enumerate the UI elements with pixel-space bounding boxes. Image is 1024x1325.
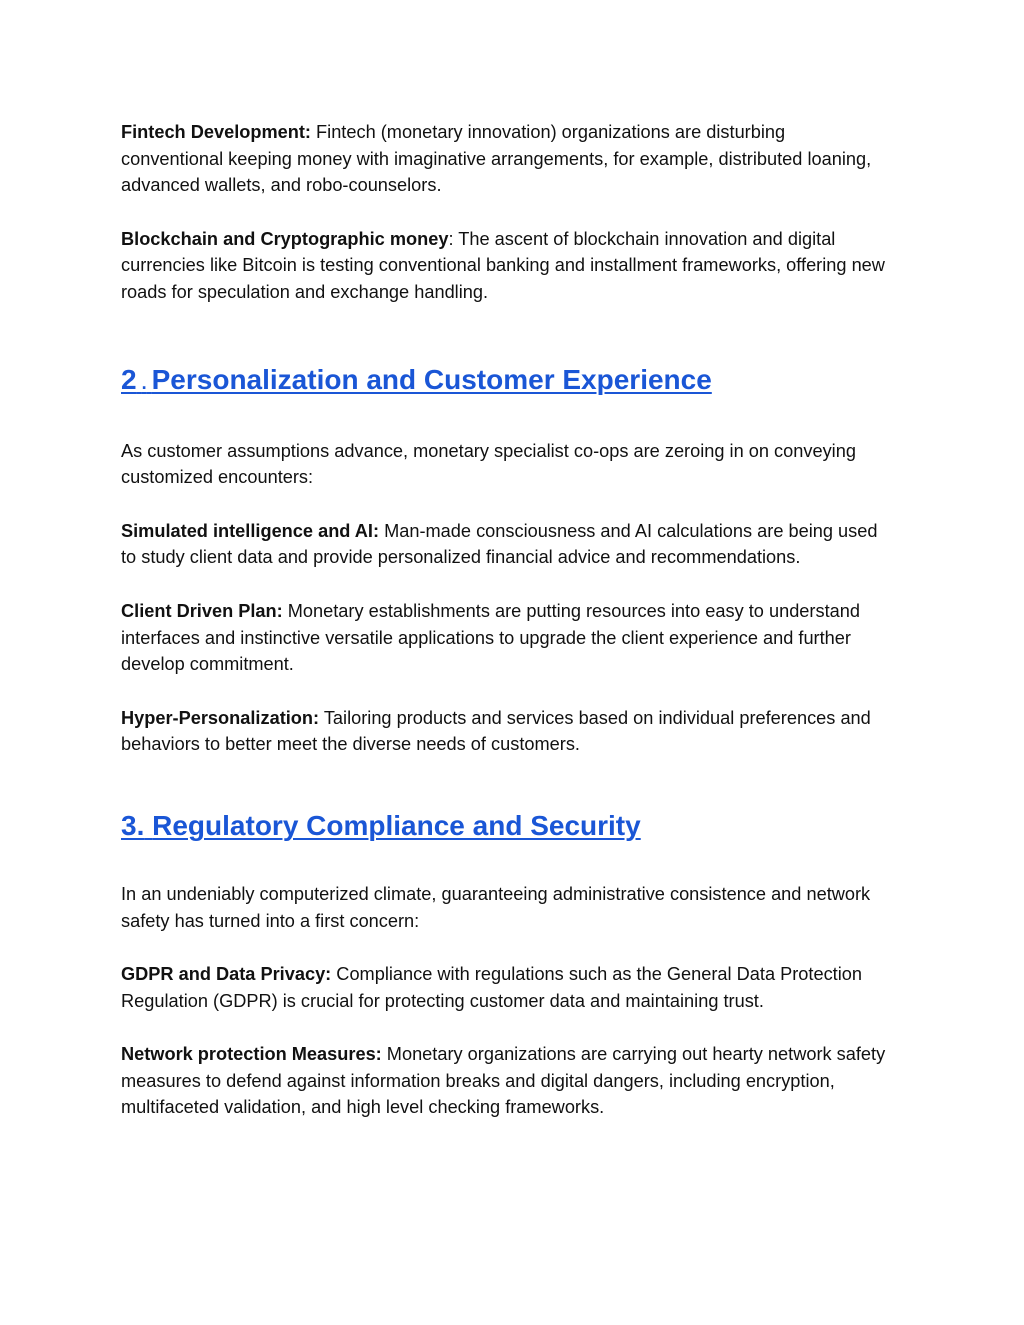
paragraph-text: : The ascent of blockchain innovation and digital currencies like Bitcoin is testing conventional banking and installment frameworks, offering new roads for speculation and exchange handling. — [121, 228, 885, 302]
paragraph-text: As customer assumptions advance, monetary specialist co-ops are zeroing in on conveying customized encounters: — [121, 440, 856, 488]
heading-link-regulatory[interactable] — [121, 810, 641, 841]
paragraph-text: Compliance with regulations such as the General Data Protection Regulation (GDPR) is crucial for protecting customer data and maintaining trust. — [121, 964, 862, 1011]
paragraph-lead: Simulated intelligence and AI: — [121, 520, 380, 541]
paragraph-network-protection — [121, 1041, 891, 1121]
paragraph-text: Monetary establishments are putting resources into easy to understand interfaces and instinctive versatile applications to upgrade the client experience and further develop commitment. — [121, 600, 860, 675]
paragraph-gdpr — [121, 961, 891, 1014]
paragraph-text: Man-made consciousness and AI calculations are being used to study client data and provide personalized financial advice and recommendations. — [121, 520, 878, 568]
heading-number: 2 — [121, 363, 137, 395]
paragraph-client-driven-plan — [121, 598, 891, 678]
paragraph-lead: Client Driven Plan: — [121, 600, 283, 621]
heading-title: Regulatory Compliance and Security — [152, 809, 641, 841]
paragraph-blockchain — [121, 226, 891, 306]
paragraph-simulated-intelligence — [121, 518, 891, 571]
paragraph-regulatory-intro — [121, 881, 891, 934]
paragraph-text: In an undeniably computerized climate, guaranteeing administrative consistence and network safety has turned into a first concern: — [121, 883, 871, 931]
paragraph-lead: Hyper-Personalization: — [121, 707, 320, 728]
paragraph-fintech-development — [121, 119, 891, 199]
paragraph-text: Monetary organizations are carrying out hearty network safety measures to defend against information breaks and digital dangers, including encryption, multifaceted validation, and high level checking frameworks. — [121, 1044, 886, 1118]
paragraph-hyper-personalization — [121, 705, 891, 758]
paragraph-lead: Fintech Development: — [121, 122, 311, 142]
paragraph-personalization-intro — [121, 438, 891, 491]
heading-link-personalization[interactable] — [121, 364, 712, 395]
document-body — [121, 119, 891, 1121]
section-heading-personalization — [121, 363, 891, 400]
paragraph-lead: Blockchain and Cryptographic money — [121, 228, 449, 249]
heading-title: Personalization and Customer Experience — [151, 363, 712, 395]
heading-number: 3. — [121, 809, 145, 841]
paragraph-lead: GDPR and Data Privacy: — [121, 964, 332, 985]
paragraph-lead: Network protection Measures: — [121, 1044, 382, 1065]
section-heading-regulatory — [121, 809, 891, 843]
paragraph-text: Tailoring products and services based on individual preferences and behaviors to better meet the diverse needs of customers. — [121, 707, 871, 755]
paragraph-text: Fintech (monetary innovation) organizations are disturbing conventional keeping money with imaginative arrangements, for example, distributed loaning, advanced wallets, and robo-counselors. — [121, 122, 872, 196]
heading-separator: . — [141, 372, 147, 393]
